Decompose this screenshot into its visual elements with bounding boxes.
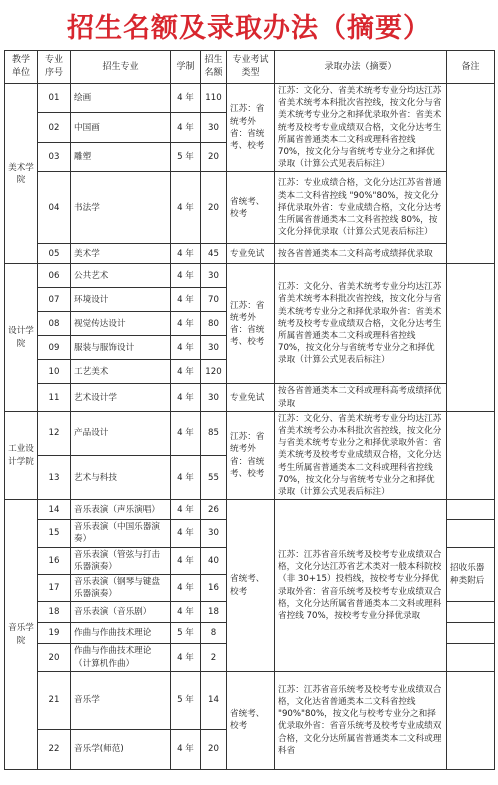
- header-note: 备注: [447, 51, 495, 84]
- unit-cell: 美术学院: [5, 84, 38, 264]
- major-cell: 产品设计: [71, 411, 171, 455]
- code-cell: 14: [38, 500, 71, 520]
- years-cell: 4 年: [171, 312, 201, 336]
- quota-cell: 30: [201, 336, 227, 360]
- quota-cell: 45: [201, 244, 227, 264]
- header-code: 专业序号: [38, 51, 71, 84]
- quota-cell: 120: [201, 360, 227, 384]
- page-title: 招生名额及录取办法（摘要）: [67, 12, 431, 44]
- table-row: [5, 84, 495, 113]
- quota-cell: 30: [201, 113, 227, 142]
- unit-cell: 设计学院: [5, 264, 38, 411]
- quota-cell: 2: [201, 644, 227, 671]
- exam-type-cell: 省统考、校考: [227, 500, 275, 672]
- code-cell: 22: [38, 729, 71, 769]
- code-cell: 16: [38, 547, 71, 574]
- quota-cell: 20: [201, 142, 227, 171]
- major-cell: 公共艺术: [71, 264, 171, 288]
- quota-cell: 40: [201, 547, 227, 574]
- header-years: 学制: [171, 51, 201, 84]
- note-cell: [447, 264, 495, 411]
- code-cell: 01: [38, 84, 71, 113]
- quota-cell: 26: [201, 500, 227, 520]
- quota-cell: 14: [201, 671, 227, 729]
- quota-cell: 110: [201, 84, 227, 113]
- exam-type-cell: 江苏：省统考外省：省统考、校考: [227, 84, 275, 172]
- years-cell: 4 年: [171, 547, 201, 574]
- quota-cell: 18: [201, 602, 227, 623]
- years-cell: 4 年: [171, 336, 201, 360]
- quota-cell: 20: [201, 729, 227, 769]
- years-cell: 4 年: [171, 84, 201, 113]
- table-row: [5, 411, 495, 455]
- years-cell: 4 年: [171, 456, 201, 500]
- method-cell: 江苏：专业成绩合格，文化分达江苏省普通类本二文科省控线 "90%"80%，按文化分择优录取外省：专业成绩合格，文化分达考生所属省普通类本二文科省控线 80%，按文化分择优录取（计算公式见表后标注）: [275, 172, 447, 244]
- code-cell: 18: [38, 602, 71, 623]
- method-cell: 江苏：文化分、省美术统考专业分均达江苏省美术统考公办本科批次省控线，按文化分与省美术统考专业分之和择优录取外省：省美术统考及校考专业成绩双合格，文化分达考生所属省普通类本二文科或理科省控线 70%，按文化分与省统考专业分之和择优录取（计算公式见表后标注）: [275, 411, 447, 499]
- years-cell: 4 年: [171, 384, 201, 411]
- code-cell: 13: [38, 456, 71, 500]
- exam-type-cell: 省统考、校考: [227, 671, 275, 769]
- years-cell: 4 年: [171, 602, 201, 623]
- table-row: [5, 500, 495, 520]
- major-cell: 工艺美术: [71, 360, 171, 384]
- years-cell: 4 年: [171, 575, 201, 602]
- method-cell: 按各省普通类本二文科高考成绩择优录取: [275, 244, 447, 264]
- major-cell: 音乐表演（音乐剧）: [71, 602, 171, 623]
- quota-cell: 55: [201, 456, 227, 500]
- years-cell: 4 年: [171, 113, 201, 142]
- table-row: [5, 244, 495, 264]
- code-cell: 10: [38, 360, 71, 384]
- quota-cell: 80: [201, 312, 227, 336]
- method-cell: 江苏：文化分、省美术统考专业分均达江苏省美术统考本科批次省控线，按文化分与省美术统考专业分之和择优录取外省：省美术统考及校考专业成绩双合格，文化分达考生所属省普通类本二文科或理科省控线 70%，按文化分与省统考专业分之和择优录取（计算公式见表后标注）: [275, 84, 447, 172]
- major-cell: 作曲与作曲技术理论（计算机作曲）: [71, 644, 171, 671]
- quota-cell: 70: [201, 288, 227, 312]
- quota-cell: 30: [201, 520, 227, 547]
- major-cell: 环境设计: [71, 288, 171, 312]
- note-cell: 招收乐器种类附后: [447, 547, 495, 602]
- code-cell: 02: [38, 113, 71, 142]
- note-cell: [447, 500, 495, 520]
- major-cell: 作曲与作曲技术理论: [71, 623, 171, 644]
- quota-cell: 20: [201, 172, 227, 244]
- code-cell: 21: [38, 671, 71, 729]
- exam-type-cell: 江苏：省统考外省：省统考、校考: [227, 411, 275, 499]
- code-cell: 17: [38, 575, 71, 602]
- code-cell: 03: [38, 142, 71, 171]
- years-cell: 4 年: [171, 500, 201, 520]
- quota-cell: 85: [201, 411, 227, 455]
- code-cell: 12: [38, 411, 71, 455]
- major-cell: 音乐表演（管弦与打击乐器演奏）: [71, 547, 171, 574]
- years-cell: 5 年: [171, 142, 201, 171]
- note-cell: [447, 671, 495, 769]
- years-cell: 5 年: [171, 671, 201, 729]
- years-cell: 4 年: [171, 288, 201, 312]
- quota-cell: 30: [201, 264, 227, 288]
- code-cell: 07: [38, 288, 71, 312]
- header-quota: 招生名额: [201, 51, 227, 84]
- note-cell: [447, 84, 495, 264]
- major-cell: 音乐表演（声乐演唱）: [71, 500, 171, 520]
- years-cell: 4 年: [171, 360, 201, 384]
- years-cell: 5 年: [171, 623, 201, 644]
- years-cell: 4 年: [171, 729, 201, 769]
- major-cell: 美术学: [71, 244, 171, 264]
- code-cell: 06: [38, 264, 71, 288]
- major-cell: 音乐表演（中国乐器演奏）: [71, 520, 171, 547]
- quota-cell: 16: [201, 575, 227, 602]
- years-cell: 4 年: [171, 264, 201, 288]
- code-cell: 19: [38, 623, 71, 644]
- exam-type-cell: 专业免试: [227, 384, 275, 411]
- note-cell: [447, 602, 495, 623]
- note-cell: [447, 520, 495, 547]
- major-cell: 书法学: [71, 172, 171, 244]
- code-cell: 05: [38, 244, 71, 264]
- code-cell: 20: [38, 644, 71, 671]
- exam-type-cell: 专业免试: [227, 244, 275, 264]
- method-cell: 江苏：文化分、省美术统考专业分均达江苏省美术统考本科批次省控线，按文化分与省美术统考专业分之和择优录取外省：省美术统考及校考专业成绩双合格，文化分达考生所属省普通类本二文科或理科省控线 70%，按文化分与省统考专业分之和择优录取（计算公式见表后标注）: [275, 264, 447, 384]
- table-row: [5, 172, 495, 244]
- header-exam-type: 专业考试类型: [227, 51, 275, 84]
- exam-type-cell: 省统考、校考: [227, 172, 275, 244]
- table-row: [5, 384, 495, 411]
- table-row: [5, 671, 495, 729]
- major-cell: 音乐学: [71, 671, 171, 729]
- method-cell: 江苏：江苏省音乐统考及校考专业成绩双合格，文化分达江苏省艺术类对一般本科院校（非 30+15）投档线，按校考专业分择优录取外省：省音乐统考及校考专业成绩双合格，文化分达所属省普通类本二文科或理科省控线 70%，按校考专业分择优录取: [275, 500, 447, 672]
- exam-type-cell: 江苏：省统考外省：省统考、校考: [227, 264, 275, 384]
- header-method: 录取办法（摘要）: [275, 51, 447, 84]
- code-cell: 11: [38, 384, 71, 411]
- note-cell: [447, 411, 495, 499]
- quota-cell: 8: [201, 623, 227, 644]
- major-cell: 中国画: [71, 113, 171, 142]
- note-cell: [447, 623, 495, 644]
- unit-cell: 音乐学院: [5, 500, 38, 770]
- code-cell: 15: [38, 520, 71, 547]
- years-cell: 4 年: [171, 244, 201, 264]
- note-cell: [447, 644, 495, 671]
- years-cell: 4 年: [171, 644, 201, 671]
- code-cell: 04: [38, 172, 71, 244]
- method-cell: 按各省普通类本二文科或理科高考成绩择优录取: [275, 384, 447, 411]
- years-cell: 4 年: [171, 520, 201, 547]
- major-cell: 绘画: [71, 84, 171, 113]
- quota-cell: 30: [201, 384, 227, 411]
- major-cell: 雕塑: [71, 142, 171, 171]
- header-major: 招生专业: [71, 51, 171, 84]
- header-unit: 教学单位: [5, 51, 38, 84]
- years-cell: 4 年: [171, 411, 201, 455]
- major-cell: 音乐表演（钢琴与键盘乐器演奏）: [71, 575, 171, 602]
- major-cell: 艺术设计学: [71, 384, 171, 411]
- major-cell: 视觉传达设计: [71, 312, 171, 336]
- major-cell: 艺术与科技: [71, 456, 171, 500]
- major-cell: 音乐学(师范): [71, 729, 171, 769]
- admissions-table: [4, 50, 495, 770]
- unit-cell: 工业设计学院: [5, 411, 38, 499]
- code-cell: 09: [38, 336, 71, 360]
- table-row: [5, 264, 495, 288]
- code-cell: 08: [38, 312, 71, 336]
- years-cell: 4 年: [171, 172, 201, 244]
- method-cell: 江苏：江苏省音乐统考及校考专业成绩双合格，文化达省普通类本二文科省控线 "90%"80%，按文化与校考专业分之和择优录取外省：省音乐统考及校考专业成绩双合格，文化分达所属省普通类本二文科或理科省: [275, 671, 447, 769]
- major-cell: 服装与服饰设计: [71, 336, 171, 360]
